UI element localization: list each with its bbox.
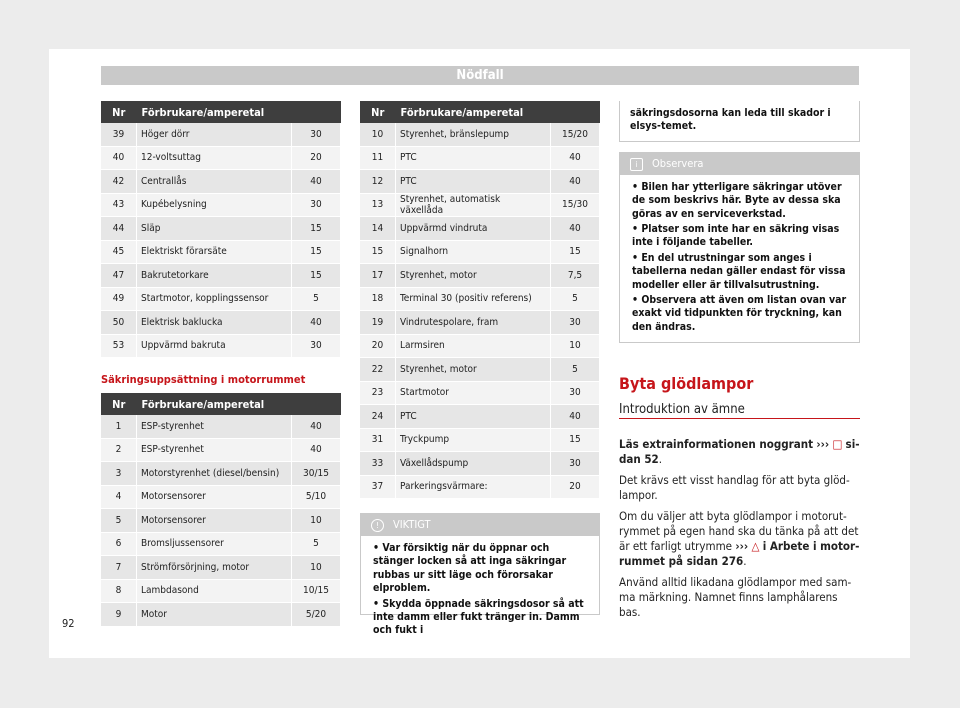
cell-consumer: Elektriskt förarsäte — [137, 240, 292, 264]
cell-consumer: Tryckpump — [396, 428, 551, 452]
cell-ampere: 10 — [292, 556, 341, 580]
cell-nr: 6 — [101, 532, 137, 556]
cell-ampere: 30 — [292, 193, 341, 217]
cell-consumer: Kupébelysning — [137, 193, 292, 217]
table-row — [360, 146, 600, 170]
warning-reference-link[interactable]: i Arbete i motor-rummet på sidan 276 — [619, 539, 860, 569]
cell-ampere: 30 — [292, 123, 341, 146]
table-row — [360, 334, 600, 358]
cell-consumer: Motorsensorer — [137, 509, 292, 533]
table-row — [360, 428, 600, 452]
cell-nr: 43 — [101, 193, 137, 217]
cell-ampere: 30/15 — [292, 462, 341, 486]
warning-icon: △ — [751, 539, 760, 554]
cell-nr: 24 — [360, 405, 396, 429]
cell-nr: 50 — [101, 311, 137, 335]
col-nr: Nr — [360, 101, 396, 123]
cell-ampere: 10 — [551, 334, 600, 358]
cell-nr: 49 — [101, 287, 137, 311]
cell-consumer: Terminal 30 (positiv referens) — [396, 287, 551, 311]
table-row — [101, 334, 341, 358]
cell-nr: 9 — [101, 603, 137, 627]
table-row — [360, 405, 600, 429]
page-reference-link[interactable]: si-dan 52 — [619, 437, 860, 467]
cell-ampere: 40 — [292, 438, 341, 462]
cell-nr: 3 — [101, 462, 137, 486]
table-row — [101, 438, 341, 462]
middle-column — [360, 101, 600, 637]
cell-nr: 19 — [360, 311, 396, 335]
observera-box — [619, 152, 860, 343]
chapter-header: Nödfall — [101, 66, 859, 85]
viktigt-title: VIKTIGT — [393, 518, 431, 531]
cell-nr: 14 — [360, 217, 396, 241]
table-row — [101, 217, 341, 241]
cell-consumer: Elektrisk baklucka — [137, 311, 292, 335]
cell-nr: 42 — [101, 170, 137, 194]
cell-nr: 12 — [360, 170, 396, 194]
table-row — [101, 146, 341, 170]
table-row — [360, 358, 600, 382]
cell-consumer: Motor — [137, 603, 292, 627]
cell-consumer: Startmotor — [396, 381, 551, 405]
cell-ampere: 30 — [292, 334, 341, 358]
cell-consumer: Vindrutespolare, fram — [396, 311, 551, 335]
cell-nr: 23 — [360, 381, 396, 405]
cell-consumer: PTC — [396, 146, 551, 170]
left-column — [101, 101, 341, 627]
cell-ampere: 30 — [551, 381, 600, 405]
info-circle-icon: ! — [371, 519, 384, 532]
fuse-table-1 — [101, 101, 341, 358]
table-row — [360, 475, 600, 499]
cell-ampere: 5 — [551, 287, 600, 311]
table-row — [101, 415, 341, 438]
col-nr: Nr — [101, 101, 137, 123]
paragraph-1: Läs extrainformationen noggrant ››› □ si-dan 52. — [619, 437, 860, 467]
cell-consumer: Motorsensorer — [137, 485, 292, 509]
cell-ampere: 5 — [292, 532, 341, 556]
cell-nr: 53 — [101, 334, 137, 358]
col-nr: Nr — [101, 393, 137, 415]
table-row — [360, 170, 600, 194]
cell-nr: 31 — [360, 428, 396, 452]
observera-bullet-4: • Observera att även om listan ovan var exakt vid tidpunkten för tryckning, kan den ändras. — [632, 294, 847, 333]
table-row — [101, 287, 341, 311]
cell-nr: 44 — [101, 217, 137, 241]
observera-bullet-1: • Bilen har ytterligare säkringar utöver de som beskrivs här. Byte av dessa ska göras av en serviceverkstad. — [632, 180, 842, 220]
table-row — [101, 123, 341, 146]
cell-consumer: Larmsiren — [396, 334, 551, 358]
cell-ampere: 15/30 — [551, 193, 600, 217]
cell-ampere: 5/20 — [292, 603, 341, 627]
cell-consumer: PTC — [396, 170, 551, 194]
viktigt-continued — [619, 101, 860, 142]
cell-ampere: 15 — [551, 240, 600, 264]
cell-nr: 18 — [360, 287, 396, 311]
observera-title: Observera — [652, 156, 704, 170]
cell-ampere: 10/15 — [292, 579, 341, 603]
cell-consumer: Styrenhet, motor — [396, 264, 551, 288]
cell-consumer: Styrenhet, bränslepump — [396, 123, 551, 146]
table-row — [101, 532, 341, 556]
cell-consumer: Bakrutetorkare — [137, 264, 292, 288]
table-row — [101, 603, 341, 627]
cell-nr: 8 — [101, 579, 137, 603]
cell-consumer: Växellådspump — [396, 452, 551, 476]
info-square-icon: i — [630, 158, 643, 171]
table-row — [101, 311, 341, 335]
cell-consumer: Uppvärmd bakruta — [137, 334, 292, 358]
observera-header — [620, 153, 859, 175]
viktigt-bullet-1: • Var försiktig när du öppnar och stänger locken så att inga säkringar rubbas ur sitt läge och förorsakar elproblem. — [373, 542, 567, 595]
cell-nr: 4 — [101, 485, 137, 509]
section-divider — [619, 418, 860, 419]
cell-nr: 2 — [101, 438, 137, 462]
cell-ampere: 5 — [292, 287, 341, 311]
cell-consumer: Lambdasond — [137, 579, 292, 603]
fuse-table-3 — [360, 101, 600, 499]
cell-nr: 39 — [101, 123, 137, 146]
cell-consumer: Parkeringsvärmare: — [396, 475, 551, 499]
cell-nr: 11 — [360, 146, 396, 170]
cell-consumer: Strömförsörjning, motor — [137, 556, 292, 580]
cell-ampere: 5/10 — [292, 485, 341, 509]
cell-nr: 37 — [360, 475, 396, 499]
cell-consumer: 12-voltsuttag — [137, 146, 292, 170]
table-row — [360, 452, 600, 476]
cell-nr: 13 — [360, 193, 396, 217]
col-consumer: Förbrukare/amperetal — [137, 393, 341, 415]
cell-ampere: 5 — [551, 358, 600, 382]
table-row — [101, 556, 341, 580]
cell-consumer: ESP-styrenhet — [137, 415, 292, 438]
cell-consumer: Höger dörr — [137, 123, 292, 146]
cell-ampere: 10 — [292, 509, 341, 533]
cell-ampere: 15 — [292, 240, 341, 264]
fuse-table-2 — [101, 393, 341, 627]
table-row — [101, 193, 341, 217]
cell-ampere: 40 — [551, 217, 600, 241]
table-row — [101, 579, 341, 603]
cell-consumer: Styrenhet, motor — [396, 358, 551, 382]
cell-nr: 20 — [360, 334, 396, 358]
cell-nr: 40 — [101, 146, 137, 170]
cell-consumer: PTC — [396, 405, 551, 429]
cell-ampere: 40 — [292, 311, 341, 335]
table-row — [101, 462, 341, 486]
cell-consumer: Centrallås — [137, 170, 292, 194]
cell-nr: 17 — [360, 264, 396, 288]
paragraph-2: Det krävs ett visst handlag för att byta glöd-lampor. — [619, 473, 850, 503]
paragraph-3: Om du väljer att byta glödlampor i motorut-rymmet på egen hand ska du tänka på att det är ett farligt utrymme ››› △ i Arbete i motor-rummet på sidan 276. — [619, 509, 860, 569]
observera-body — [620, 175, 859, 342]
cell-ampere: 40 — [551, 405, 600, 429]
cell-ampere: 40 — [292, 170, 341, 194]
viktigt-continued-text: säkringsdosorna kan leda till skador i elsys-temet. — [630, 107, 831, 133]
cell-ampere: 15/20 — [551, 123, 600, 146]
book-icon: □ — [832, 437, 843, 452]
cell-nr: 47 — [101, 264, 137, 288]
cell-nr: 33 — [360, 452, 396, 476]
cell-nr: 7 — [101, 556, 137, 580]
cell-ampere: 30 — [551, 311, 600, 335]
viktigt-header — [361, 514, 599, 536]
section-subtitle: Introduktion av ämne — [619, 402, 745, 418]
table-row — [360, 264, 600, 288]
table-row — [360, 381, 600, 405]
viktigt-body — [361, 536, 599, 646]
table-row — [101, 485, 341, 509]
cell-ampere: 7,5 — [551, 264, 600, 288]
cell-ampere: 15 — [292, 264, 341, 288]
cell-nr: 15 — [360, 240, 396, 264]
cell-consumer: Motorstyrenhet (diesel/bensin) — [137, 462, 292, 486]
table-row — [360, 240, 600, 264]
table-row — [360, 123, 600, 146]
cell-ampere: 30 — [551, 452, 600, 476]
right-column — [619, 101, 860, 626]
col-consumer: Förbrukare/amperetal — [137, 101, 341, 123]
viktigt-box — [360, 513, 600, 637]
table-row — [101, 170, 341, 194]
table-row — [101, 240, 341, 264]
page-number: 92 — [62, 617, 75, 630]
observera-bullet-3: • En del utrustningar som anges i tabellerna nedan gäller endast för vissa modeller eller är tillvalsutrustning. — [632, 251, 846, 291]
observera-bullet-2: • Platser som inte har en säkring visas inte i följande tabeller. — [632, 223, 840, 249]
table-row — [101, 509, 341, 533]
cell-consumer: ESP-styrenhet — [137, 438, 292, 462]
table-row — [360, 311, 600, 335]
cell-ampere: 40 — [292, 415, 341, 438]
cell-nr: 5 — [101, 509, 137, 533]
cell-consumer: Styrenhet, automatisk växellåda — [396, 193, 551, 217]
cell-ampere: 20 — [292, 146, 341, 170]
table-row — [360, 193, 600, 217]
cell-consumer: Startmotor, kopplingssensor — [137, 287, 292, 311]
section-title-motor: Säkringsuppsättning i motorrummet — [101, 373, 306, 386]
cell-nr: 45 — [101, 240, 137, 264]
section-title-glodlampor: Byta glödlampor — [619, 374, 754, 394]
cell-consumer: Uppvärmd vindruta — [396, 217, 551, 241]
cell-ampere: 15 — [292, 217, 341, 241]
viktigt-bullet-2: • Skydda öppnade säkringsdosor så att inte damm eller fukt tränger in. Damm och fukt i — [373, 597, 584, 637]
cell-nr: 22 — [360, 358, 396, 382]
table-row — [360, 217, 600, 241]
cell-ampere: 40 — [551, 170, 600, 194]
table-row — [360, 287, 600, 311]
cell-ampere: 20 — [551, 475, 600, 499]
cell-nr: 1 — [101, 415, 137, 438]
col-consumer: Förbrukare/amperetal — [396, 101, 600, 123]
cell-ampere: 40 — [551, 146, 600, 170]
cell-consumer: Släp — [137, 217, 292, 241]
cell-ampere: 15 — [551, 428, 600, 452]
cell-consumer: Signalhorn — [396, 240, 551, 264]
paragraph-4: Använd alltid likadana glödlampor med sam-ma märkning. Namnet finns lamphålarens bas. — [619, 575, 852, 620]
cell-consumer: Bromsljussensorer — [137, 532, 292, 556]
cell-nr: 10 — [360, 123, 396, 146]
table-row — [101, 264, 341, 288]
